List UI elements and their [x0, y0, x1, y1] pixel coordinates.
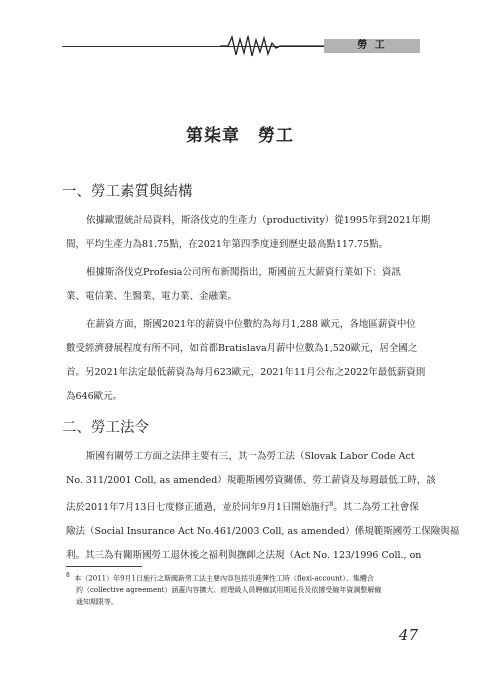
text-line: 利。其三為有關斯國勞工退休後之福利與撫卹之法規（Act No. 123/1996 Coll., on: [66, 550, 422, 562]
text-line: 在薪資方面，斯國2021年的薪資中位數約為每月1,288 歐元，各地區薪資中位: [86, 319, 416, 330]
text-line: 間，平均生產力為81.75點，在2021年第四季度達到歷史最高點117.75點。: [66, 239, 389, 250]
paragraph: [66, 313, 426, 409]
section-heading: 一、勞工素質與結構: [62, 184, 193, 200]
paragraph: [66, 261, 416, 309]
section-heading: 二、勞工法令: [62, 420, 149, 436]
footnote-line: [66, 570, 416, 584]
footnote: [66, 570, 416, 608]
page-number: 47: [398, 626, 418, 644]
paragraph: [66, 209, 431, 257]
text-line: 為646歐元。: [66, 391, 123, 402]
footnote-line: 通知期限等。: [76, 598, 118, 607]
text-segment: 。其二為勞工社會保: [333, 502, 419, 514]
header-section-label: 勞 工: [324, 39, 420, 53]
text-line: 斯國有關勞工方面之法律主要有三，其一為勞工法（Slovak Labor Code Act: [86, 451, 415, 462]
footnote-line: 約（collective agreement）涵蓋內容擴大、經理級人員聘僱試用期延長及依據受僱年資調整解僱: [76, 586, 382, 595]
heartbeat-wave-icon: [220, 34, 324, 60]
text-line: 險法（Social Insurance Act No.461/2003 Coll, as amended）係規範斯國勞工保險與福: [66, 526, 460, 538]
text-line: 首。另2021年法定最低薪資為每月623歐元，2021年11月公布之2022年最低薪資則: [66, 367, 426, 378]
paragraph: [66, 445, 460, 568]
text-line: [66, 493, 419, 520]
text-segment: 法於2011年7月13日七度修正通過，並於同年9月1日開始施行: [66, 502, 330, 514]
footnote-ref: 8: [329, 501, 334, 508]
footnote-rule: [66, 566, 142, 567]
text-line: 數受經濟發展程度有所不同，如首都Bratislava月薪中位數為1,520歐元，居全國之: [66, 343, 418, 354]
footnote-text: 本（2011）年9月1日施行之斯國新勞工法主要內容包括引進彈性工時（flexi-account）、集體合: [74, 574, 374, 583]
text-line: 業、電信業、生醫業、電力業、金融業。: [66, 291, 238, 302]
footnote-number: 8: [66, 572, 70, 579]
chapter-title: 第柒章 勞工: [186, 126, 294, 146]
text-line: 根據斯洛伐克Profesia公司所布新聞指出，斯國前五大薪資行業如下：資訊: [86, 267, 401, 278]
text-line: No. 311/2001 Coll, as amended）規範斯國勞資關係、勞工薪資及每週最低工時，該: [66, 475, 436, 486]
text-line: 依據歐盟統計局資料，斯洛伐克的生產力（productivity）從1995年到2021年期: [86, 215, 431, 226]
